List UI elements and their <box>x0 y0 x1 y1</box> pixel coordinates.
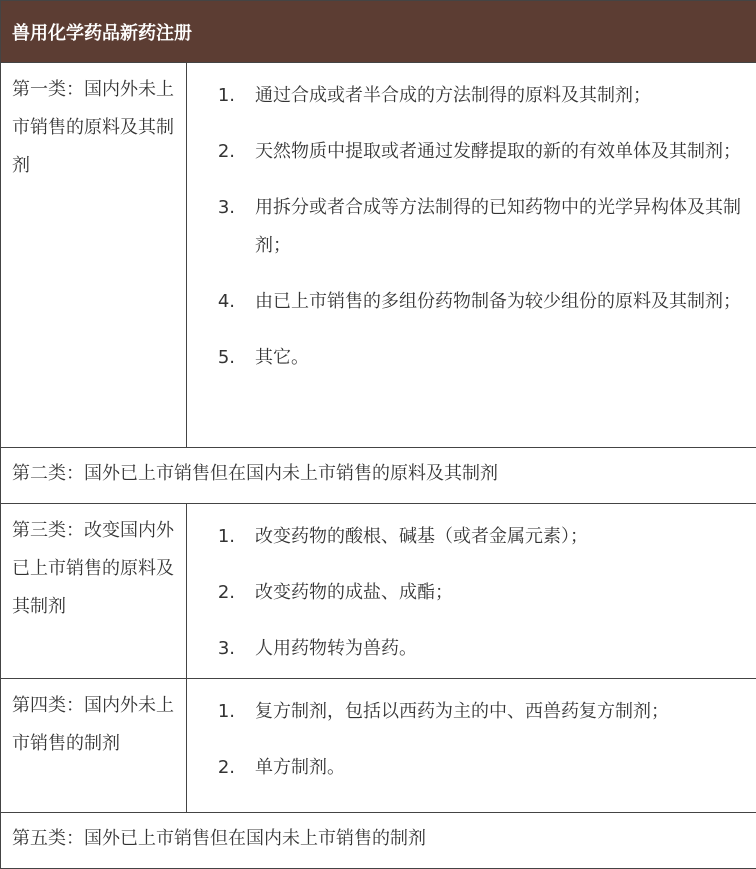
item-text: 其它。 <box>255 339 744 377</box>
item-number: 2. <box>187 133 235 171</box>
list-item <box>187 133 744 171</box>
list-item <box>187 574 744 612</box>
list-item <box>187 518 744 556</box>
item-number: 1. <box>187 518 235 556</box>
category-4-items <box>187 679 756 813</box>
list-item <box>187 749 744 787</box>
category-4-label: 第四类：国内外未上市销售的制剂 <box>1 679 187 813</box>
list-item <box>187 630 744 668</box>
list-item <box>187 693 744 731</box>
item-number: 1. <box>187 77 235 115</box>
category-3-label: 第三类：改变国内外已上市销售的原料及其制剂 <box>1 504 187 679</box>
item-text: 复方制剂，包括以西药为主的中、西兽药复方制剂； <box>255 693 744 731</box>
item-number: 2. <box>187 749 235 787</box>
category-3-items <box>187 504 756 679</box>
item-number: 4. <box>187 283 235 321</box>
item-text: 人用药物转为兽药。 <box>255 630 744 668</box>
item-number: 1. <box>187 693 235 731</box>
item-text: 单方制剂。 <box>255 749 744 787</box>
list-item <box>187 77 744 115</box>
category-2-label: 第二类：国外已上市销售但在国内未上市销售的原料及其制剂 <box>1 448 756 504</box>
item-number: 3. <box>187 630 235 668</box>
list-item <box>187 189 744 265</box>
item-text: 改变药物的酸根、碱基（或者金属元素）； <box>255 518 744 556</box>
item-text: 由已上市销售的多组份药物制备为较少组份的原料及其制剂； <box>255 283 744 321</box>
category-5-label: 第五类：国外已上市销售但在国内未上市销售的制剂 <box>1 813 756 869</box>
table-title: 兽用化学药品新药注册 <box>1 1 756 63</box>
list-item <box>187 283 744 321</box>
category-1-label: 第一类：国内外未上市销售的原料及其制剂 <box>1 63 187 448</box>
category-1-items <box>187 63 756 448</box>
item-number: 2. <box>187 574 235 612</box>
item-text: 用拆分或者合成等方法制得的已知药物中的光学异构体及其制剂； <box>255 189 744 265</box>
item-text: 通过合成或者半合成的方法制得的原料及其制剂； <box>255 77 744 115</box>
item-text: 改变药物的成盐、成酯； <box>255 574 744 612</box>
list-item <box>187 339 744 377</box>
item-number: 3. <box>187 189 235 265</box>
item-text: 天然物质中提取或者通过发酵提取的新的有效单体及其制剂； <box>255 133 744 171</box>
item-number: 5. <box>187 339 235 377</box>
